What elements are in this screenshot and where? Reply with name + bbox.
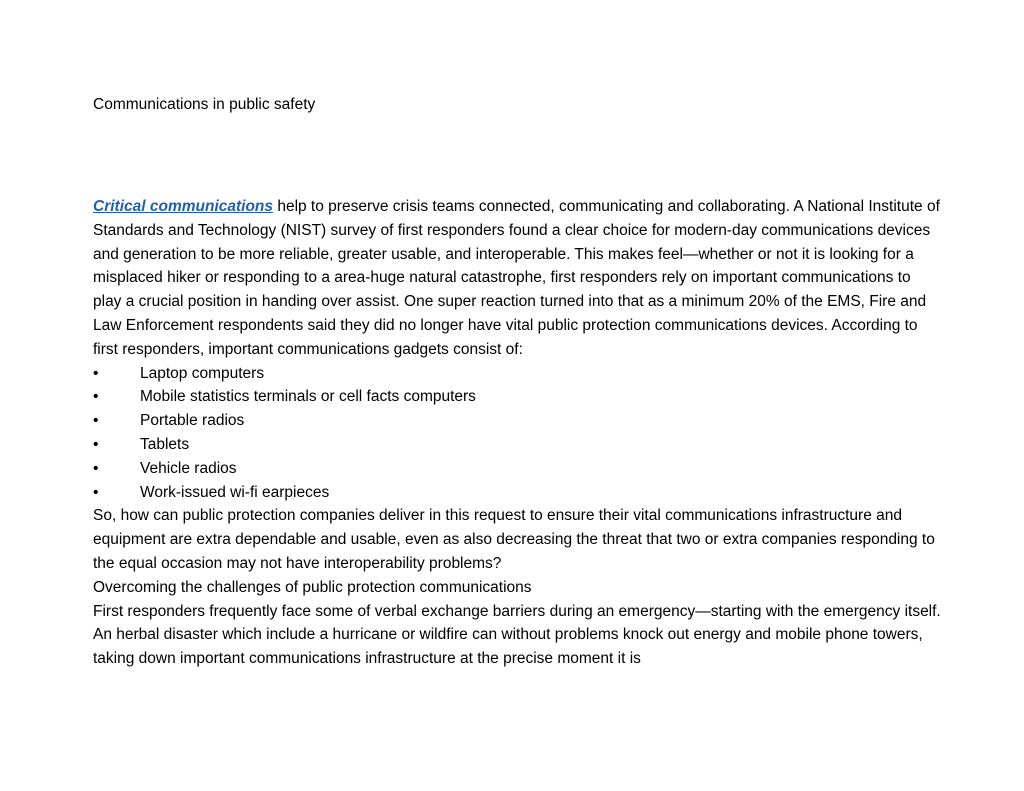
section-heading: Overcoming the challenges of public protection communications [93, 578, 532, 596]
list-item [93, 362, 943, 386]
bullet-icon: • [93, 364, 99, 382]
devices-bullet-list [93, 362, 943, 505]
document-body [93, 195, 943, 671]
bullet-icon: • [93, 459, 99, 477]
list-item-text: Portable radios [140, 412, 245, 430]
intro-paragraph [93, 195, 943, 362]
list-item-text: Tablets [140, 435, 190, 453]
final-paragraph: First responders frequently face some of verbal exchange barriers during an emergency—starting with the emergency itself. An herbal disaster which include a hurricane or wildfire can without problems knock out energy and mobile phone towers, taking down important communications infrastructure at the precise moment it is [93, 602, 941, 668]
list-item [93, 457, 943, 481]
list-item [93, 385, 943, 409]
critical-communications-link[interactable]: Critical communications [93, 198, 274, 215]
intro-paragraph-text: help to preserve crisis teams connected, communicating and collaborating. A National Institute of Standards and Technology (NIST) survey of first responders found a clear choice for modern-day communications devices and generation to be more reliable, greater usable, and interoperable. This makes feel—whether or not it is looking for a misplaced hiker or responding to a area-huge natural catastrophe, first responders rely on important communications to play a crucial position in handing over assist. One super reaction turned into that as a minimum 20% of the EMS, Fire and Law Enforcement respondents said they did no longer have vital public protection communications devices. According to first responders, important communications gadgets consist of: [93, 198, 940, 358]
document-title: Communications in public safety [93, 96, 316, 113]
list-item [93, 409, 943, 433]
bullet-icon: • [93, 388, 99, 406]
list-item-text: Laptop computers [140, 364, 265, 382]
question-paragraph: So, how can public protection companies deliver in this request to ensure their vital communications infrastructure and equipment are extra dependable and usable, even as also decreasing the threat that two or extra companies responding to the equal occasion may not have interoperability problems? [93, 507, 935, 572]
list-item-text: Vehicle radios [140, 459, 237, 477]
list-item-text: Work-issued wi-fi earpieces [140, 483, 330, 501]
bullet-icon: • [93, 435, 99, 453]
bullet-icon: • [93, 483, 99, 501]
list-item [93, 481, 943, 505]
list-item-text: Mobile statistics terminals or cell facts computers [140, 388, 476, 406]
bullet-icon: • [93, 412, 99, 430]
list-item [93, 433, 943, 457]
